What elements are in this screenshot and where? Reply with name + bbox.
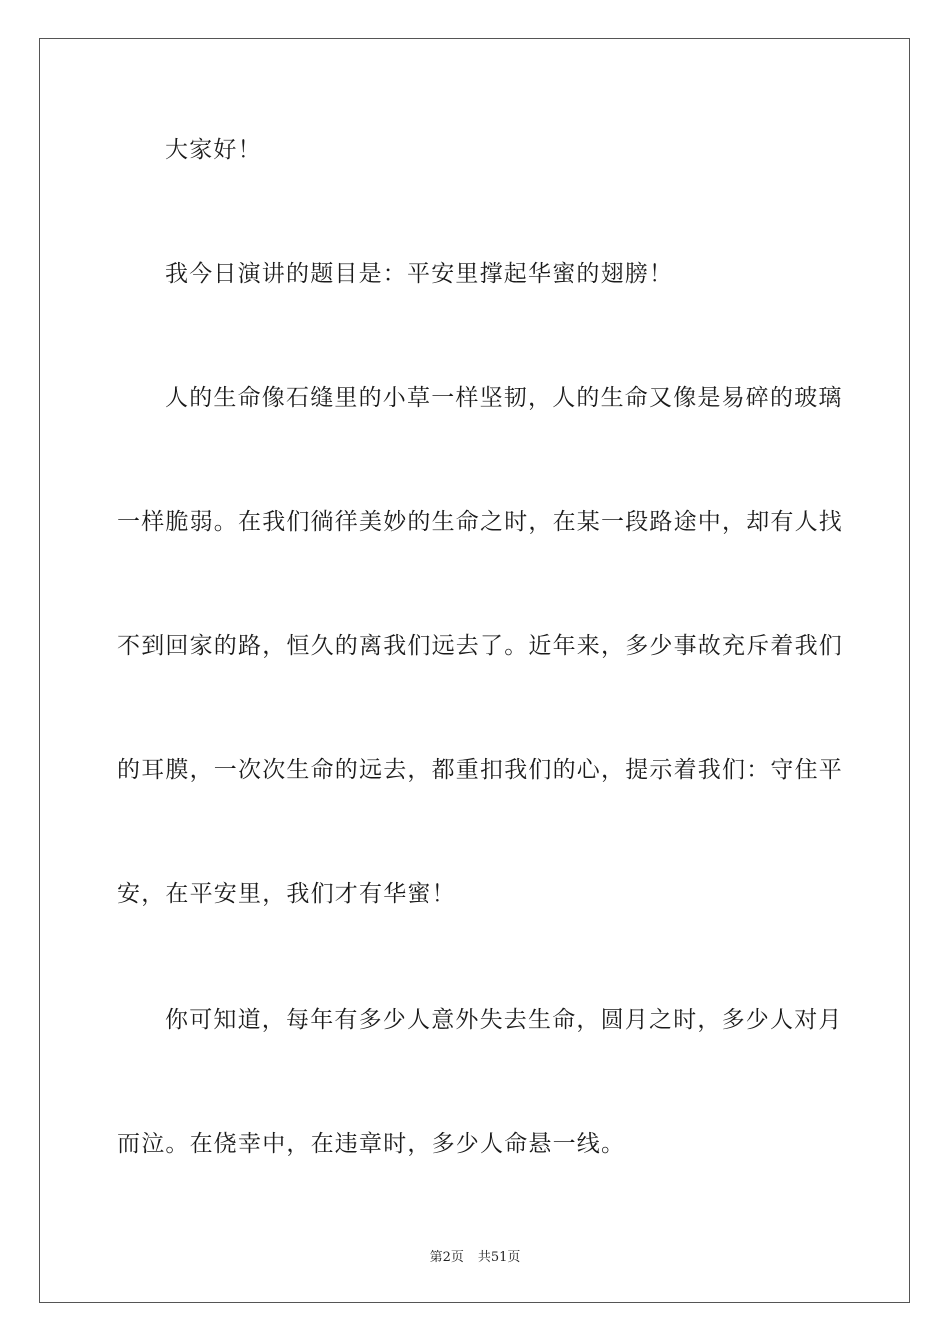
page-total: 共51页 bbox=[477, 1250, 521, 1265]
text-line-2: 我今日演讲的题目是：平安里撑起华蜜的翅膀！ bbox=[165, 261, 674, 287]
text-line-7: 安，在平安里，我们才有华蜜！ bbox=[117, 881, 456, 907]
page-number: 第2页 bbox=[429, 1250, 464, 1265]
text-line-8: 你可知道，每年有多少人意外失去生命，圆月之时，多少人对月 bbox=[165, 1007, 843, 1033]
text-line-9: 而泣。在侥幸中，在违章时，多少人命悬一线。 bbox=[117, 1131, 626, 1157]
page-footer bbox=[0, 1246, 950, 1265]
text-line-1: 大家好！ bbox=[165, 137, 262, 163]
text-line-3: 人的生命像石缝里的小草一样坚韧，人的生命又像是易碎的玻璃 bbox=[165, 385, 843, 411]
page-frame bbox=[39, 38, 910, 1303]
text-line-4: 一样脆弱。在我们徜徉美妙的生命之时，在某一段路途中，却有人找 bbox=[117, 509, 843, 535]
text-line-5: 不到回家的路，恒久的离我们远去了。近年来，多少事故充斥着我们 bbox=[117, 633, 843, 659]
text-line-6: 的耳膜，一次次生命的远去，都重扣我们的心，提示着我们：守住平 bbox=[117, 757, 843, 783]
